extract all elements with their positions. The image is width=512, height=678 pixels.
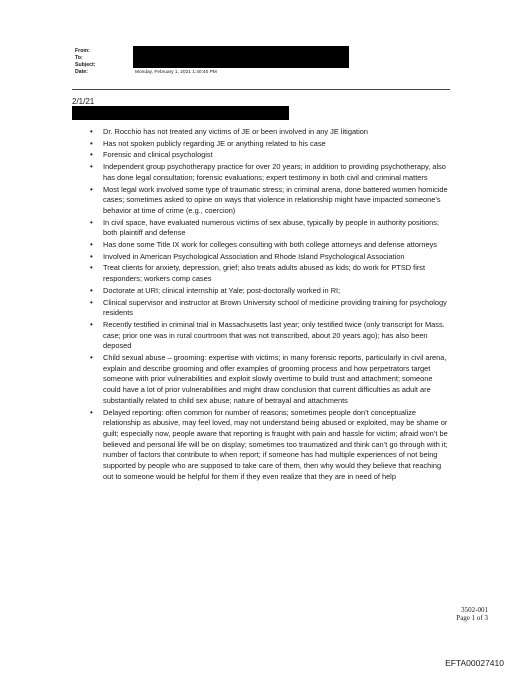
list-item: • Recently testified in criminal trial in Massachusetts last year; only testified twice (only transcript for Mass. case; prior one was in rural courtroom that was not transcribed, about 20 years ago); has also been deposed [84,320,452,352]
list-item: • Dr. Rocchio has not treated any victims of JE or been involved in any JE litigation [84,127,452,138]
page-reference [456,606,488,622]
header-divider [72,89,450,90]
notes-list [84,127,452,484]
list-item: • Independent group psychotherapy practice for over 20 years; in addition to providing psychotherapy, also has done legal consultation; forensic evaluations; expert testimony in both civil and criminal matters [84,162,452,183]
list-item: • Child sexual abuse – grooming: expertise with victims; in many forensic reports, particularly in civil arena, explain and describe grooming and offer examples of grooming process and how perpetrators target someone with prior vulnerabilities and exploit slowly overtime to build trust and attachment; someone could have a lot of prior vulnerabilities and might draw conclusion that current difficulties as adult are substantially related to child sex abuse; nature of betrayal and attachments [84,353,452,407]
list-item: • In civil space, have evaluated numerous victims of sex abuse, typically by people in authority positions; both plaintiff and defense [84,218,452,239]
list-item: • Clinical supervisor and instructor at Brown University school of medicine providing training for psychology residents [84,298,452,319]
list-item: • Involved in American Psychological Association and Rhode Island Psychological Association [84,252,452,263]
list-item: • Forensic and clinical psychologist [84,150,452,161]
subject-label: Subject: [75,62,96,68]
list-item: • Most legal work involved some type of traumatic stress; in criminal arena, done battered women homicide cases; sometimes asked to opine on ways that violence in relationship might have impacted someone’s behavior at time of crime (e.g., coercion) [84,185,452,217]
redaction-attendees-block [72,106,289,120]
to-label: To: [75,55,83,61]
page-number: Page 1 of 3 [456,614,488,622]
redaction-header-block [133,46,349,68]
from-label: From: [75,48,90,54]
doc-number: 3502-001 [461,606,488,614]
list-item: • Has done some Title IX work for colleges consulting with both college attorneys and defense attorneys [84,240,452,251]
list-item: • Has not spoken publicly regarding JE or anything related to his case [84,139,452,150]
date-row [75,69,229,76]
list-item: • Doctorate at URI; clinical internship at Yale; post-doctorally worked in RI; [84,286,452,297]
note-date: 2/1/21 [72,97,95,106]
list-item: • Delayed reporting: often common for number of reasons; sometimes people don’t conceptualize relationship as abusive, may feel loved, may not understand being abused or exploited, may be shame or guilt; especially now, people aware that reporting is fraught with pain and hassle for victim; afraid won’t be believed and personal life will be on display; sometimes too traumatized and think can’t go through with it; number of factors that contribute to when report; if someone has had multiple experiences of not being supported by people who are supposed to take care of them, then why would they believe that reaching out to someone would be helpful for them if they even realize that they are in need of help [84,408,452,483]
date-label: Date: [75,69,88,75]
bates-number: EFTA00027410 [445,658,504,668]
list-item: • Treat clients for anxiety, depression, grief; also treats adults abused as kids; do work for PTSD first responders; workers comp cases [84,263,452,284]
date-value: Monday, February 1, 2021 1:40:40 PM [135,70,217,75]
